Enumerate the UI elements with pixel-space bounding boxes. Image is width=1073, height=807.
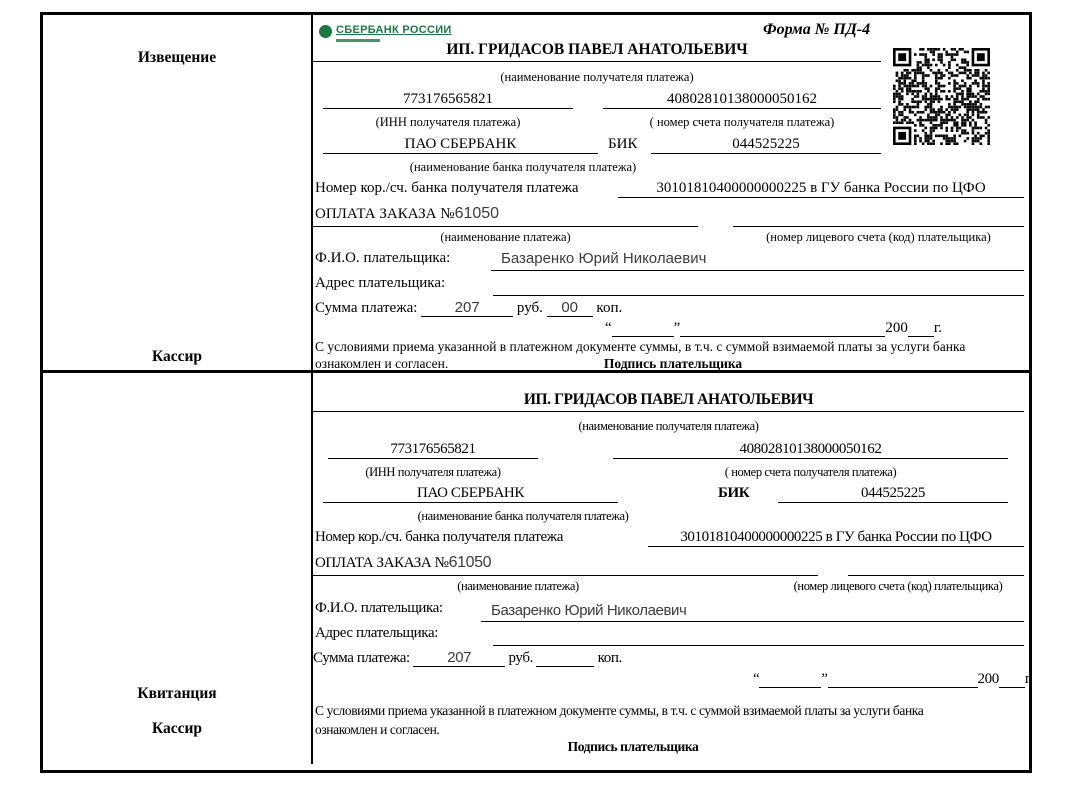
- sberbank-logo: [319, 20, 452, 42]
- section-receipt: [43, 373, 1033, 764]
- agreement-line2: ознакомлен и согласен.: [315, 722, 440, 737]
- payer-name-line: [491, 270, 1024, 271]
- payee-inn: 773176565821: [323, 91, 573, 109]
- corr-account-value: 30101810400000000225 в ГУ банка России по ЦФО: [648, 529, 1024, 547]
- payee-name: ИП. ГРИДАСОВ ПАВЕЛ АНАТОЛЬЕВИЧ: [313, 391, 1024, 412]
- sum-kop-value: 00: [547, 299, 593, 317]
- agreement-line1: С условиями приема указанной в платежном документе суммы, в т.ч. с суммой взимаемой платы за услуги банка: [315, 703, 924, 718]
- payer-name-value: Базаренко Юрий Николаевич: [491, 602, 687, 619]
- date-row: [605, 320, 942, 337]
- rub-label: руб.: [516, 300, 543, 316]
- account-caption: ( номер счета получателя платежа): [724, 465, 897, 479]
- personal-caption: (номер лицевого счета (код) плательщика): [766, 230, 991, 244]
- payer-address-line: [493, 645, 1024, 646]
- payment-name-line: [313, 575, 818, 576]
- receipt-panel: [313, 373, 1033, 764]
- notice-cashier-label: Кассир: [151, 348, 203, 365]
- form-frame: [40, 12, 1032, 773]
- payment-sum-row: [313, 649, 622, 667]
- bank-name: ПАО СБЕРБАНК: [323, 136, 598, 154]
- payer-address-line: [493, 295, 1024, 296]
- receipt-cashier-label: Кассир: [151, 720, 203, 737]
- section-notice: [43, 15, 1029, 373]
- close-quote: ”: [673, 320, 681, 336]
- open-quote: “: [753, 671, 760, 687]
- receipt-title: Квитанция: [137, 685, 217, 702]
- payment-name-prefix: ОПЛАТА ЗАКАЗА №: [315, 555, 449, 571]
- bik-value: 044525225: [778, 485, 1008, 503]
- bank-name: ПАО СБЕРБАНК: [323, 485, 618, 503]
- personal-account-line: [733, 226, 1024, 227]
- inn-caption: (ИНН получателя платежа): [365, 465, 501, 479]
- kop-label: коп.: [597, 650, 622, 666]
- sum-label: Сумма платежа:: [313, 650, 410, 666]
- payee-account: 40802810138000050162: [613, 441, 1008, 459]
- form-number-label: Форма № ПД-4: [763, 21, 871, 38]
- agreement-line1: С условиями приема указанной в платежном документе суммы, в т.ч. с суммой взимаемой платы за услуги банка: [315, 339, 966, 354]
- date-row: [753, 671, 1032, 688]
- payer-name-label: Ф.И.О. плательщика:: [315, 250, 451, 266]
- payee-account: 40802810138000050162: [603, 91, 881, 109]
- inn-caption: (ИНН получателя платежа): [375, 115, 521, 129]
- signature-label: Подпись плательщика: [603, 356, 743, 371]
- bank-caption: (наименование банка получателя платежа): [417, 509, 629, 523]
- sum-kop-value: [536, 666, 594, 667]
- notice-side-column: [43, 15, 313, 370]
- year-suffix: г.: [1024, 671, 1033, 687]
- sberbank-logo-icon: [319, 25, 332, 38]
- year-prefix: 200: [977, 671, 999, 687]
- kop-label: коп.: [596, 300, 623, 316]
- bank-caption: (наименование банка получателя платежа): [409, 160, 637, 174]
- payment-name: [315, 554, 491, 572]
- payer-name-label: Ф.И.О. плательщика:: [315, 600, 443, 616]
- payment-name-line: [313, 226, 698, 227]
- bik-value: 044525225: [651, 136, 881, 154]
- year-prefix: 200: [885, 320, 908, 336]
- rub-label: руб.: [508, 650, 533, 666]
- date-day-blank: [612, 336, 674, 337]
- date-year-blank: [908, 336, 934, 337]
- payment-sum-row: [315, 299, 622, 317]
- date-year-blank: [999, 687, 1025, 688]
- bik-label: БИК: [718, 485, 750, 501]
- payment-caption: (наименование платежа): [440, 230, 571, 244]
- close-quote: ”: [821, 671, 828, 687]
- payer-name-value: Базаренко Юрий Николаевич: [501, 250, 707, 267]
- sum-label: Сумма платежа:: [315, 300, 418, 316]
- payee-inn: 773176565821: [328, 441, 538, 459]
- personal-account-line: [848, 575, 1024, 576]
- date-day-blank: [759, 687, 821, 688]
- payer-name-line: [481, 621, 1024, 622]
- bik-label: БИК: [608, 136, 638, 152]
- payment-name-prefix: ОПЛАТА ЗАКАЗА №: [315, 206, 455, 222]
- date-month-blank: [680, 336, 885, 337]
- payer-address-label: Адрес плательщика:: [315, 625, 438, 641]
- payment-name: [315, 205, 499, 223]
- date-month-blank: [828, 687, 978, 688]
- signature-label: Подпись плательщика: [567, 739, 699, 754]
- year-suffix: г.: [933, 320, 943, 336]
- notice-panel: [313, 15, 1029, 370]
- sum-rub-value: 207: [413, 649, 505, 667]
- order-number: 61050: [454, 205, 500, 222]
- payer-address-label: Адрес плательщика:: [315, 275, 446, 291]
- agreement-line2: ознакомлен и согласен.: [315, 356, 449, 371]
- payee-name: ИП. ГРИДАСОВ ПАВЕЛ АНАТОЛЬЕВИЧ: [313, 41, 881, 62]
- personal-caption: (номер лицевого счета (код) плательщика): [793, 579, 1003, 593]
- corr-account-value: 30101810400000000225 в ГУ банка России по ЦФО: [618, 180, 1024, 198]
- corr-account-label: Номер кор./сч. банка получателя платежа: [315, 180, 579, 196]
- sberbank-logo-text: СБЕРБАНК РОССИИ: [336, 24, 452, 36]
- corr-account-label: Номер кор./сч. банка получателя платежа: [315, 529, 563, 545]
- notice-title: Извещение: [137, 49, 217, 66]
- account-caption: ( номер счета получателя платежа): [649, 115, 835, 129]
- order-number: 61050: [448, 554, 492, 571]
- open-quote: “: [605, 320, 612, 336]
- payee-caption: (наименование получателя платежа): [500, 70, 694, 84]
- payment-caption: (наименование платежа): [457, 579, 579, 593]
- qr-code: [893, 48, 990, 145]
- sum-rub-value: 207: [421, 299, 513, 317]
- payee-caption: (наименование получателя платежа): [578, 419, 759, 433]
- receipt-side-column: [43, 373, 313, 764]
